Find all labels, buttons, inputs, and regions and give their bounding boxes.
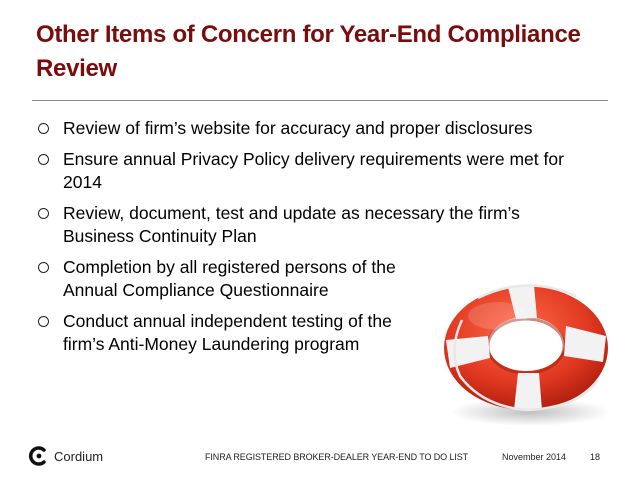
bullet-text: Review, document, test and update as necessary the firm’s Business Continuity Plan: [63, 203, 520, 246]
bullet-text: Completion by all registered persons of the Annual Compliance Questionnaire: [63, 257, 396, 300]
bullet-icon: [38, 154, 49, 165]
logo-text: Cordium: [54, 448, 104, 464]
bullet-icon: [38, 316, 49, 327]
title-divider: [32, 100, 608, 101]
cordium-logo-icon: [28, 445, 50, 467]
bullet-text: Conduct annual independent testing of the firm’s Anti-Money Laundering program: [63, 311, 392, 354]
lifebuoy-icon: [438, 270, 614, 432]
bullet-icon: [38, 262, 49, 273]
footer-logo: [28, 443, 103, 469]
bullet-text: Review of firm’s website for accuracy and proper disclosures: [63, 118, 533, 138]
bullet-text: Ensure annual Privacy Policy delivery requirements were met for 2014: [63, 149, 564, 192]
slide-title: Other Items of Concern for Year-End Compliance Review: [36, 21, 581, 82]
footer-title: FINRA REGISTERED BROKER-DEALER YEAR-END TO DO LIST: [205, 452, 469, 462]
page-number: 18: [590, 452, 601, 462]
bullet-item: [37, 148, 607, 194]
bullet-icon: [38, 208, 49, 219]
bullet-item: [37, 117, 607, 140]
bullet-item: [37, 202, 607, 248]
bullet-icon: [38, 123, 49, 134]
footer-date: November 2014: [502, 452, 567, 462]
